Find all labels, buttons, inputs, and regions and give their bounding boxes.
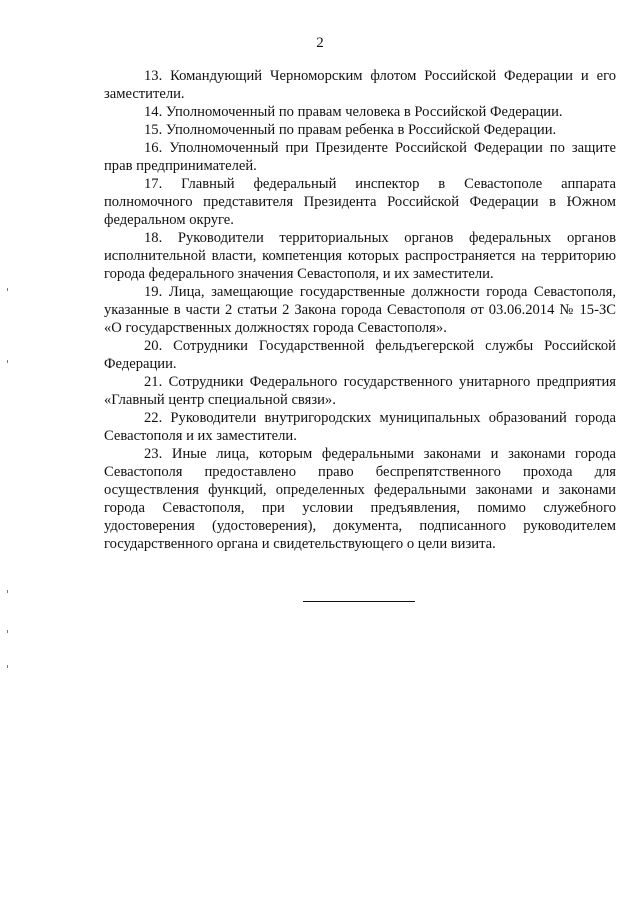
- list-item-15: 15. Уполномоченный по правам ребенка в Российской Федерации.: [144, 122, 557, 138]
- page-number: 2: [316, 35, 324, 51]
- list-item-22: 22. Руководители внутригородских муниципальных образований города Севастополя и их заместители.: [104, 410, 616, 444]
- list-item-14: 14. Уполномоченный по правам человека в Российской Федерации.: [144, 104, 563, 120]
- list-item-16: 16. Уполномоченный при Президенте Российской Федерации по защите прав предпринимателей.: [104, 140, 616, 174]
- list-item-23: 23. Иные лица, которым федеральными законами и законами города Севастополя предоставлено право беспрепятственного прохода для осуществления функций, определенных федеральными законами и законами города Севастополя, при условии предъявления, помимо служебного удостоверения (удостоверения), документа, подписанного руководителем государственного органа и свидетельствующего о цели визита.: [104, 446, 616, 552]
- scan-mark: [7, 288, 8, 291]
- end-divider: [303, 601, 415, 602]
- scan-mark: [7, 590, 8, 593]
- scan-mark: [7, 665, 8, 668]
- document-body: [104, 67, 616, 553]
- list-item-13: 13. Командующий Черноморским флотом Российской Федерации и его заместители.: [104, 68, 616, 102]
- list-item-19: 19. Лица, замещающие государственные должности города Севастополя, указанные в части 2 статьи 2 Закона города Севастополя от 03.06.2014 № 15-ЗС «О государственных должностях города Севастополя».: [104, 284, 616, 336]
- list-item-18: 18. Руководители территориальных органов федеральных органов исполнительной власти, компетенция которых распространяется на территорию города федерального значения Севастополя, и их заместители.: [104, 230, 616, 282]
- list-item-20: 20. Сотрудники Государственной фельдъегерской службы Российской Федерации.: [104, 338, 616, 372]
- scan-mark: [7, 360, 8, 363]
- list-item-17: 17. Главный федеральный инспектор в Севастополе аппарата полномочного представителя Президента Российской Федерации в Южном федеральном округе.: [104, 176, 616, 228]
- scan-mark: [7, 630, 8, 633]
- list-item-21: 21. Сотрудники Федерального государственного унитарного предприятия «Главный центр специальной связи».: [104, 374, 616, 408]
